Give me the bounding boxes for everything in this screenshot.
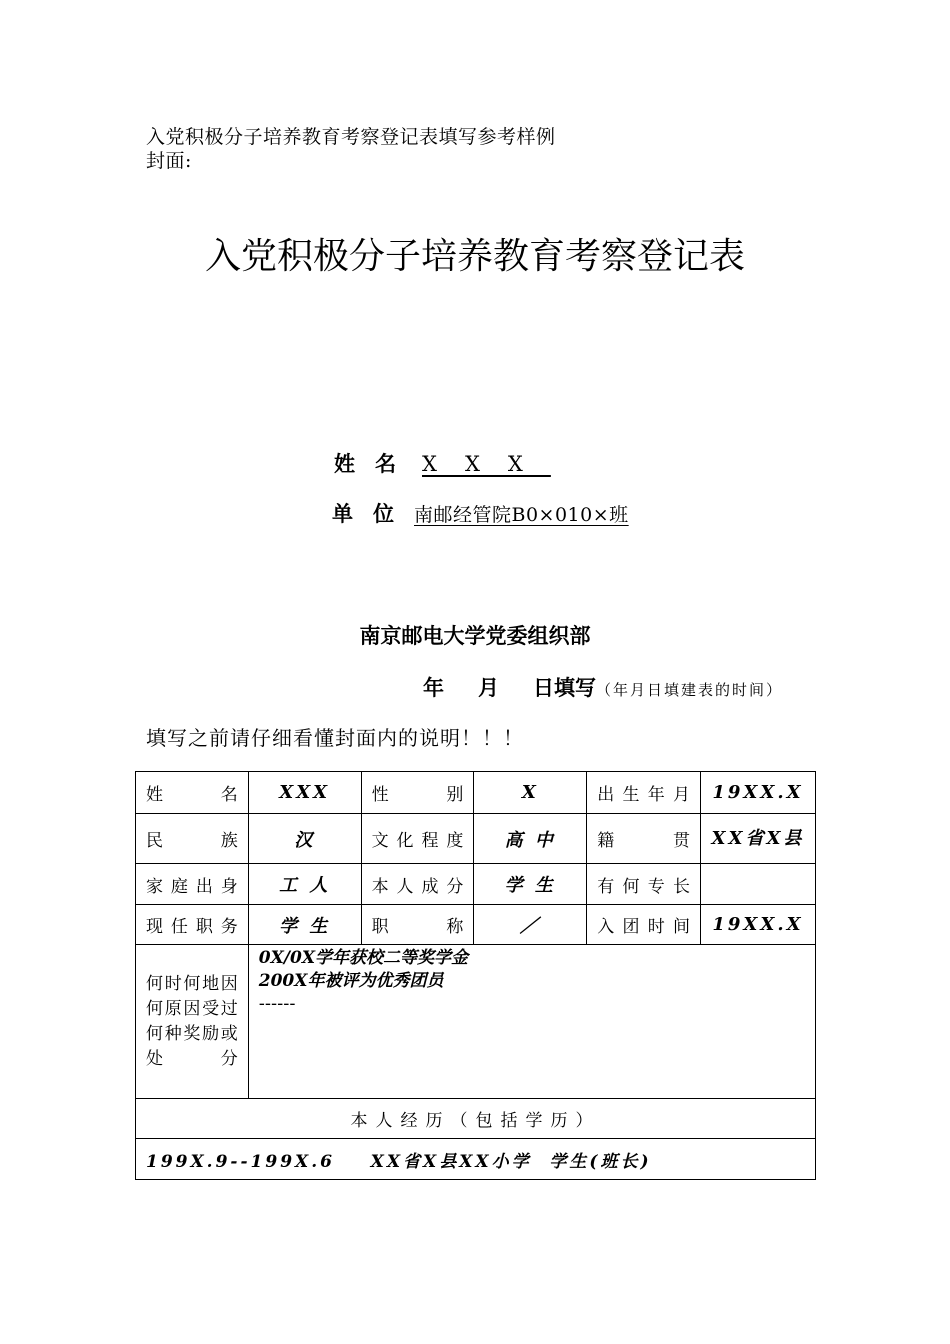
table-row <box>136 945 816 1099</box>
cover-unit-field <box>332 498 629 528</box>
awards-line: ------ <box>258 994 296 1014</box>
personal-status-label: 本人成分 <box>361 864 474 905</box>
current-post-label: 现任职务 <box>136 905 249 945</box>
gender-label: 性 别 <box>361 772 474 814</box>
form-title: 入党积极分子培养教育考察登记表 <box>204 236 745 277</box>
name-value: XXX <box>248 772 361 814</box>
native-place-label: 籍 贯 <box>587 814 701 864</box>
date-year: 年 <box>423 676 444 700</box>
gender-value: X <box>474 772 587 814</box>
awards-label: 何时何地因何原因受过何种奖励或处分 <box>136 945 249 1099</box>
name-label: 姓 名 <box>136 772 249 814</box>
awards-content <box>248 945 815 1099</box>
ethnic-value: 汉 <box>248 814 361 864</box>
awards-line: 0X/0X学年获校二等奖学金 <box>258 948 469 968</box>
current-post-value: 学 生 <box>248 905 361 945</box>
experience-entry: 199X.9--199X.6 XX省X县XX小学 学生(班长) <box>136 1139 816 1180</box>
awards-line: 200X年被评为优秀团员 <box>258 971 444 991</box>
cover-name-value: XXX <box>422 452 551 476</box>
table-row <box>136 1139 816 1180</box>
cover-name-label: 姓名 <box>334 452 416 476</box>
intro-line-2: 封面: <box>146 150 192 172</box>
specialty-label: 有何专长 <box>587 864 701 905</box>
date-month: 月 <box>478 676 499 700</box>
table-row <box>136 772 816 814</box>
cover-unit-label: 单位 <box>332 502 414 526</box>
table-row <box>136 1099 816 1139</box>
registration-table <box>135 771 816 1180</box>
date-line <box>423 672 783 702</box>
birth-label: 出生年月 <box>587 772 701 814</box>
table-row <box>136 864 816 905</box>
personal-status-value: 学 生 <box>474 864 587 905</box>
table-row <box>136 814 816 864</box>
birth-value: 19XX.X <box>700 772 815 814</box>
league-join-value: 19XX.X <box>700 905 815 945</box>
job-title-value: ／ <box>474 905 587 945</box>
ethnic-label: 民 族 <box>136 814 249 864</box>
experience-header: 本人经历（包括学历） <box>136 1099 816 1139</box>
family-origin-label: 家庭出身 <box>136 864 249 905</box>
education-label: 文化程度 <box>361 814 474 864</box>
job-title-label: 职 称 <box>361 905 474 945</box>
family-origin-value: 工 人 <box>248 864 361 905</box>
cover-unit-value: 南邮经管院B0×010×班 <box>414 504 629 526</box>
date-note: （年月日填建表的时间） <box>596 681 784 699</box>
education-value: 高 中 <box>474 814 587 864</box>
league-join-label: 入团时间 <box>587 905 701 945</box>
table-row <box>136 905 816 945</box>
native-place-value: XX省X县 <box>700 814 815 864</box>
intro-line-1: 入党积极分子培养教育考察登记表填写参考样例 <box>146 126 556 148</box>
organization: 南京邮电大学党委组织部 <box>359 624 591 648</box>
specialty-value <box>700 864 815 905</box>
cover-name-field <box>334 448 563 478</box>
notice: 填写之前请仔细看懂封面内的说明！！！ <box>146 726 524 750</box>
date-day-fill: 日填写 <box>533 676 596 700</box>
